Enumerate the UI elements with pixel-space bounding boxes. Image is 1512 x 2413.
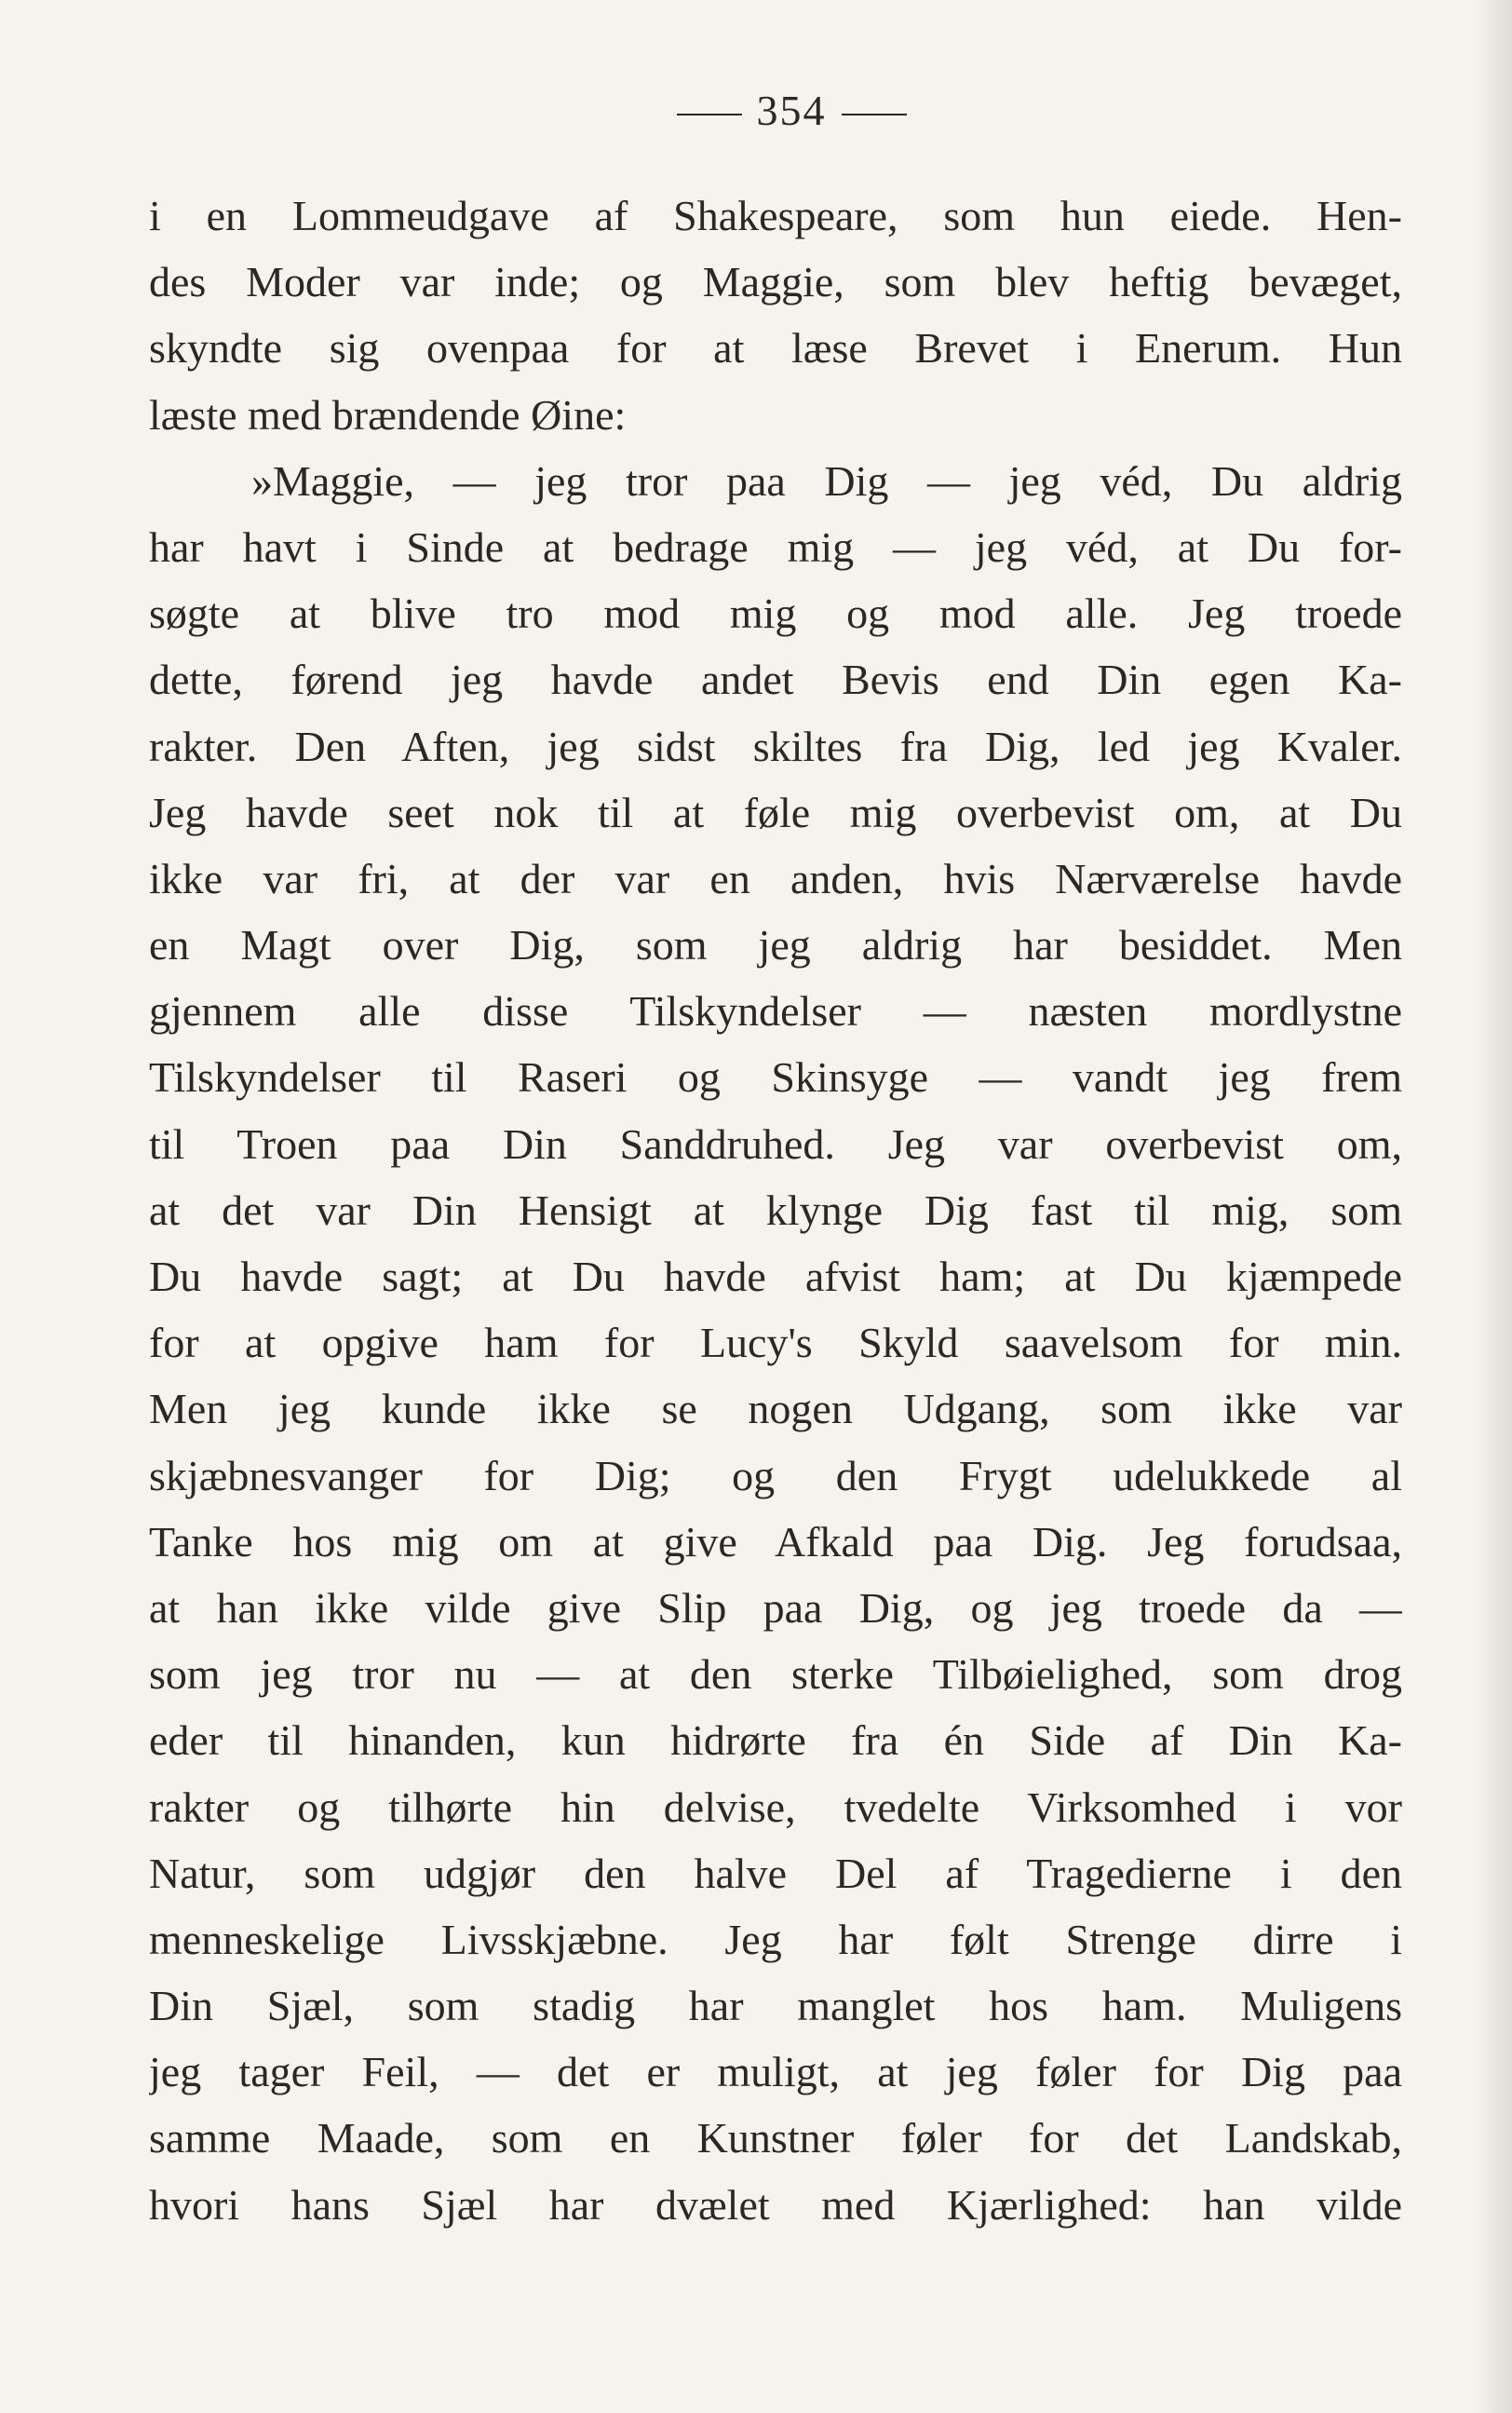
body-text bbox=[149, 183, 1402, 2238]
text-line: læste med brændende Øine: bbox=[149, 390, 627, 439]
text-line: Natur, som udgjør den halve Del af Tragedierne i den bbox=[149, 1849, 1402, 1897]
text-line: samme Maade, som en Kunstner føler for det Landskab, bbox=[149, 2114, 1402, 2162]
page-number bbox=[0, 86, 1512, 135]
page-number-value: 354 bbox=[756, 87, 827, 134]
text-line: som jeg tror nu — at den sterke Tilbøielighed, som drog bbox=[149, 1650, 1402, 1699]
text-line: i en Lommeudgave af Shakespeare, som hun eiede. Hen- bbox=[149, 192, 1402, 239]
text-line: til Troen paa Din Sanddruhed. Jeg var overbevist om, bbox=[149, 1119, 1402, 1168]
text-line: Jeg havde seet nok til at føle mig overbevist om, at Du bbox=[149, 788, 1402, 836]
text-line: des Moder var inde; og Maggie, som blev heftig bevæget, bbox=[149, 258, 1402, 306]
text-line: Men jeg kunde ikke se nogen Udgang, som ikke var bbox=[149, 1385, 1402, 1433]
text-line: eder til hinanden, kun hidrørte fra én Side af Din Ka- bbox=[149, 1716, 1402, 1765]
page-number-dash-left bbox=[677, 114, 742, 115]
text-line: søgte at blive tro mod mig og mod alle. Jeg troede bbox=[149, 590, 1402, 638]
text-line: rakter. Den Aften, jeg sidst skiltes fra Dig, led jeg Kvaler. bbox=[149, 722, 1402, 770]
text-line: Tanke hos mig om at give Afkald paa Dig. Jeg forudsaa, bbox=[149, 1517, 1402, 1566]
text-line: for at opgive ham for Lucy's Skyld saavelsom for min. bbox=[149, 1319, 1402, 1367]
text-line: Du havde sagt; at Du havde afvist ham; at Du kjæmpede bbox=[149, 1253, 1402, 1300]
text-line: har havt i Sinde at bedrage mig — jeg véd, at Du for- bbox=[149, 522, 1402, 571]
text-line: en Magt over Dig, som jeg aldrig har besiddet. Men bbox=[149, 921, 1402, 969]
text-line: at det var Din Hensigt at klynge Dig fast til mig, som bbox=[149, 1186, 1402, 1234]
page-number-dash-right bbox=[842, 114, 907, 115]
text-line: hvori hans Sjæl har dvælet med Kjærlighed: han vilde bbox=[149, 2180, 1402, 2229]
text-line: rakter og tilhørte hin delvise, tvedelte Virksomhed i vor bbox=[149, 1783, 1402, 1831]
text-line: gjennem alle disse Tilskyndelser — næsten mordlystne bbox=[149, 987, 1402, 1036]
text-line: skyndte sig ovenpaa for at læse Brevet i Enerum. Hun bbox=[149, 324, 1402, 373]
text-line: dette, førend jeg havde andet Bevis end Din egen Ka- bbox=[149, 656, 1402, 704]
text-line: jeg tager Feil, — det er muligt, at jeg føler for Dig paa bbox=[149, 2048, 1402, 2096]
text-line: menneskelige Livsskjæbne. Jeg har følt Strenge dirre i bbox=[149, 1915, 1402, 1963]
text-line: Tilskyndelser til Raseri og Skinsyge — vandt jeg frem bbox=[149, 1053, 1402, 1102]
text-line: at han ikke vilde give Slip paa Dig, og jeg troede da — bbox=[149, 1583, 1402, 1632]
text-line: Din Sjæl, som stadig har manglet hos ham. Muligens bbox=[149, 1982, 1402, 2030]
text-line: »Maggie, — jeg tror paa Dig — jeg véd, Du aldrig bbox=[251, 456, 1402, 505]
page-edge-shadow bbox=[1475, 0, 1512, 2413]
text-line: ikke var fri, at der var en anden, hvis Nærværelse havde bbox=[149, 854, 1402, 902]
text-line: skjæbnesvanger for Dig; og den Frygt udelukkede al bbox=[149, 1451, 1402, 1499]
